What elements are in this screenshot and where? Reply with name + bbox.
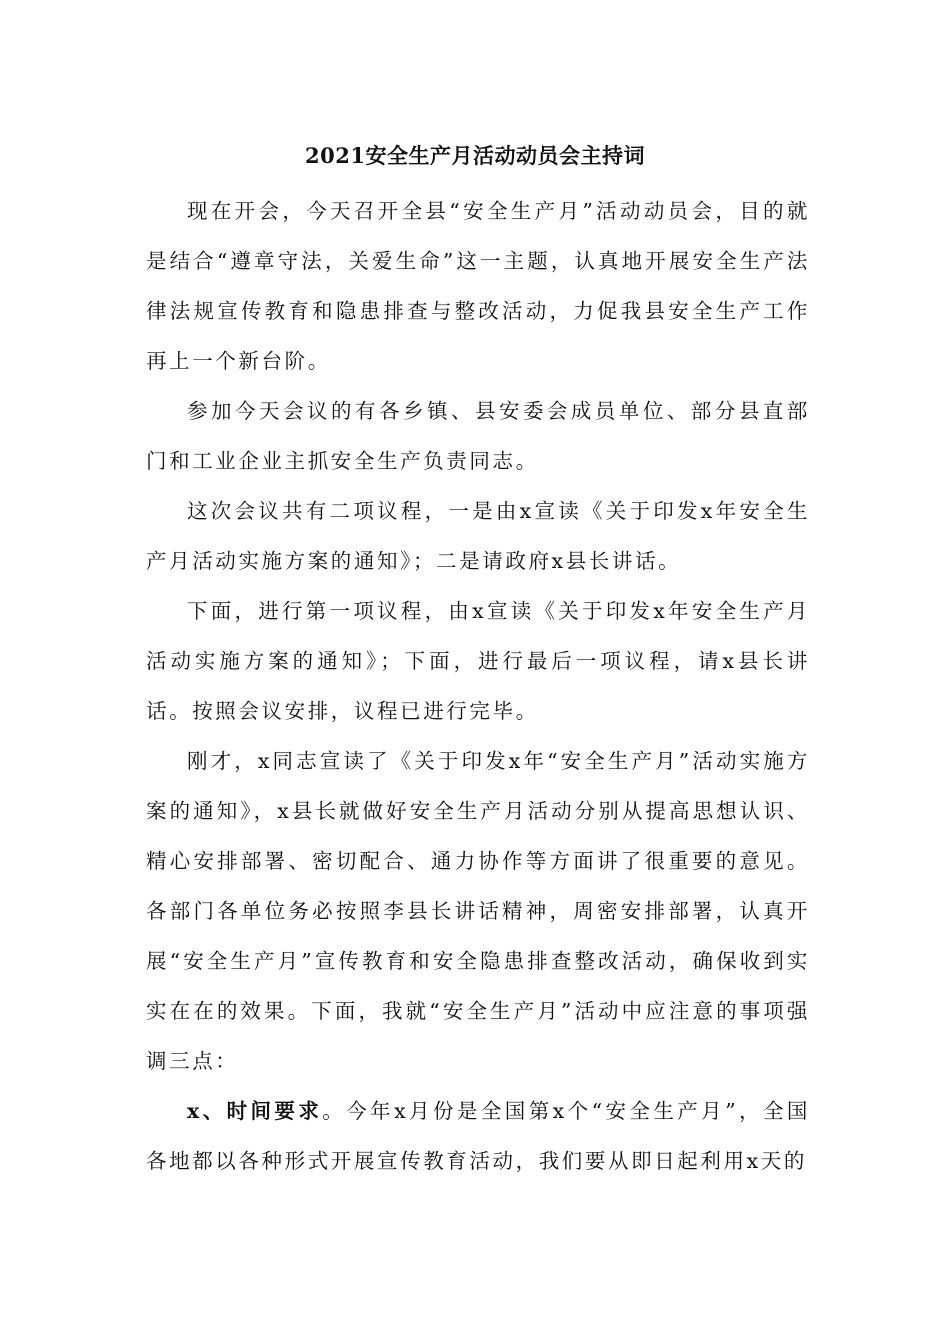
paragraph-attendees: 参加今天会议的有各乡镇、县安委会成员单位、部分县直部门和工业企业主抓安全生产负责同志。 [146, 399, 810, 473]
paragraph-summary: 刚才，x同志宣读了《关于印发x年“安全生产月”活动实施方案的通知》，x县长就做好安全生产月活动分别从提高思想认识、精心安排部署、密切配合、通力协作等方面讲了很重要的意见。各部门各单位务必按照李县长讲话精神，周密安排部署，认真开展“安全生产月”宣传教育和安全隐患排查整改活动，确保收到实实在在的效果。下面，我就“安全生产月”活动中应注意的事项强调三点： [146, 749, 810, 1073]
paragraph-lead-heading: x、时间要求 [187, 1099, 323, 1123]
paragraph-agenda: 这次会议共有二项议程，一是由x宣读《关于印发x年安全生产月活动实施方案的通知》；二是请政府x县长讲话。 [146, 499, 810, 573]
document-title: 2021安全生产月活动动员会主持词 [305, 143, 645, 168]
paragraph-opening: 现在开会，今天召开全县“安全生产月”活动动员会，目的就是结合“遵章守法，关爱生命”这一主题，认真地开展安全生产法律法规宣传教育和隐患排查与整改活动，力促我县安全生产工作再上一个新台阶。 [146, 199, 810, 373]
paragraph-proceedings: 下面，进行第一项议程，由x宣读《关于印发x年安全生产月活动实施方案的通知》；下面，进行最后一项议程，请x县长讲话。按照会议安排，议程已进行完毕。 [146, 599, 810, 723]
paragraph-time-requirement [146, 1086, 810, 1186]
paragraph-lead-body: 。今年x月份是全国第x个“安全生产月”，全国各地都以各种形式开展宣传教育活动，我们要从即日起利用x天的 [146, 1099, 810, 1173]
document-body [146, 186, 810, 1186]
